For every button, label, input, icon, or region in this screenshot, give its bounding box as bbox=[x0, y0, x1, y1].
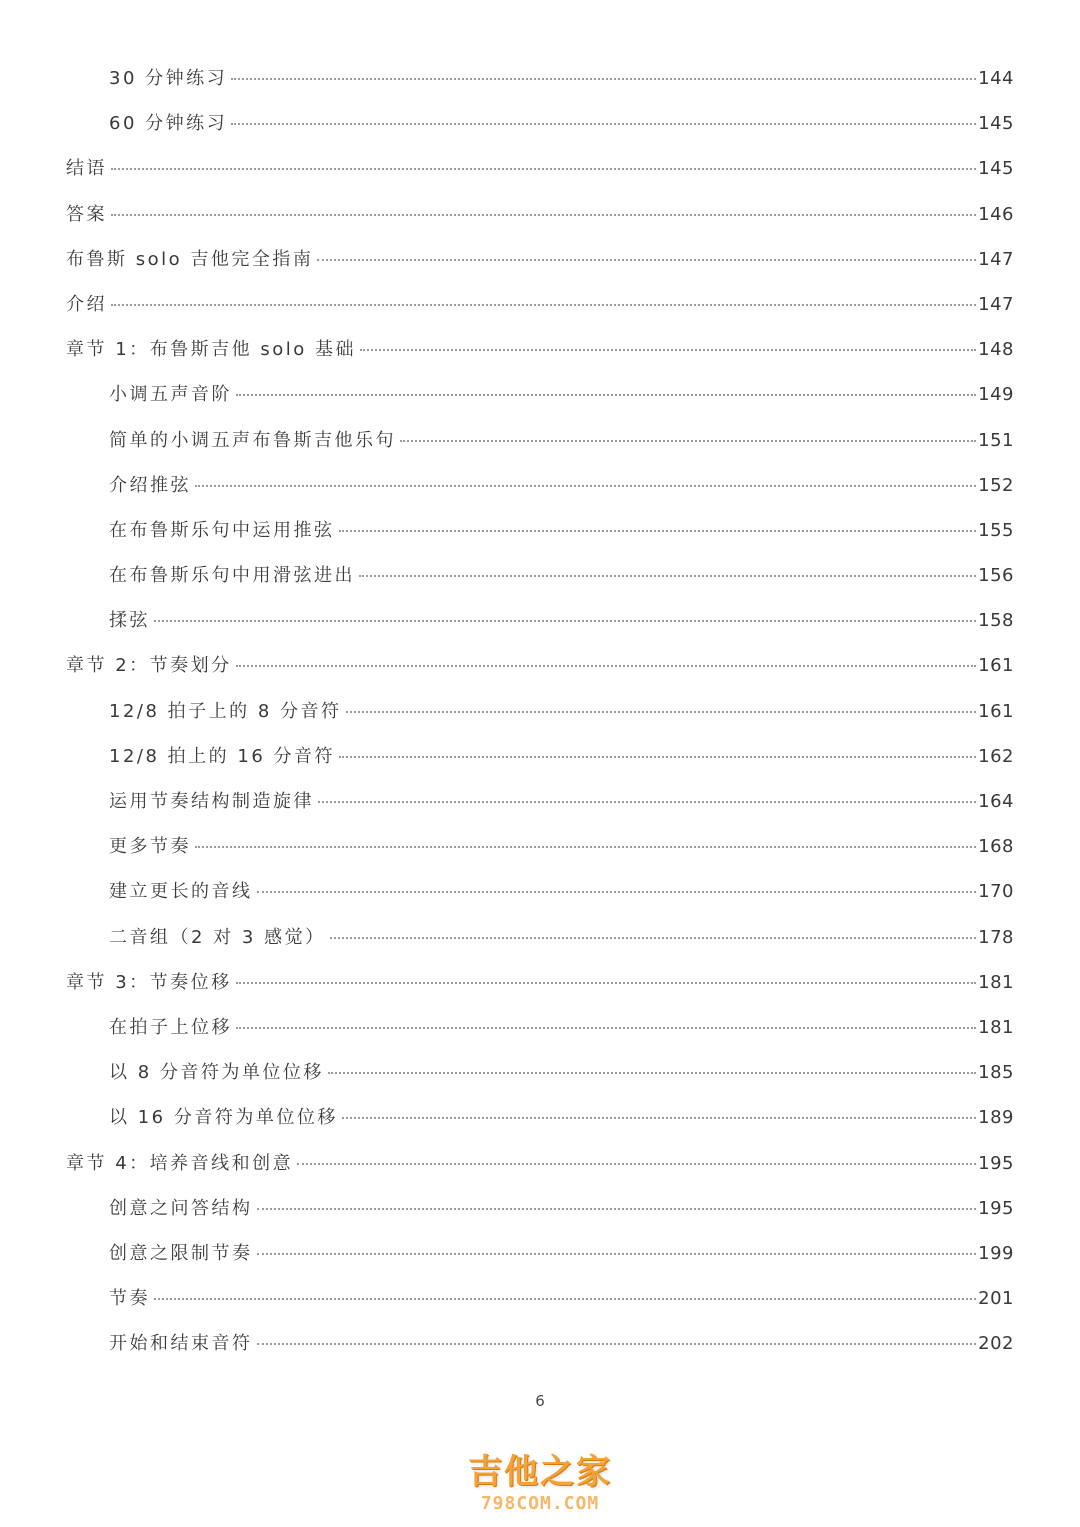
toc-entry-title: 建立更长的音线 bbox=[109, 881, 253, 903]
toc-entry[interactable] bbox=[66, 241, 1014, 286]
toc-entry-title: 介绍推弦 bbox=[109, 474, 191, 496]
toc-entry-page: 145 bbox=[978, 158, 1014, 180]
toc-entry[interactable] bbox=[66, 919, 1014, 964]
toc-entry[interactable] bbox=[66, 467, 1014, 512]
toc-entry-page: 161 bbox=[978, 655, 1014, 677]
toc-entry[interactable] bbox=[66, 376, 1014, 421]
toc-entry[interactable] bbox=[66, 1190, 1014, 1235]
toc-entry-title: 开始和结束音符 bbox=[109, 1333, 253, 1355]
toc-dot-leader bbox=[330, 937, 977, 939]
toc-entry[interactable] bbox=[66, 1235, 1014, 1280]
toc-entry-title: 创意之限制节奏 bbox=[109, 1242, 253, 1264]
toc-entry-title: 揉弦 bbox=[109, 610, 150, 632]
toc-entry[interactable] bbox=[66, 512, 1014, 557]
toc-dot-leader bbox=[360, 349, 976, 351]
watermark-title: 吉他之家 bbox=[468, 1452, 612, 1492]
toc-entry-title: 在拍子上位移 bbox=[109, 1016, 232, 1038]
toc-entry-title: 章节 1：布鲁斯吉他 solo 基础 bbox=[66, 339, 357, 361]
toc-entry-title: 更多节奏 bbox=[109, 836, 191, 858]
watermark-subtitle: 798COM.COM bbox=[480, 1493, 600, 1514]
toc-entry-page: 161 bbox=[978, 700, 1014, 722]
toc-dot-leader bbox=[317, 259, 976, 261]
page-number: 6 bbox=[535, 1392, 545, 1410]
toc-entry-title: 章节 4：培养音线和创意 bbox=[66, 1152, 294, 1174]
toc-entry-title: 60 分钟练习 bbox=[109, 113, 228, 135]
toc-entry[interactable] bbox=[66, 873, 1014, 918]
toc-entry-page: 149 bbox=[978, 384, 1014, 406]
toc-entry-title: 介绍 bbox=[66, 293, 107, 315]
toc-entry-title: 章节 3：节奏位移 bbox=[66, 971, 232, 993]
toc-dot-leader bbox=[111, 214, 976, 216]
toc-dot-leader bbox=[257, 891, 977, 893]
toc-entry-title: 二音组（2 对 3 感觉） bbox=[109, 926, 326, 948]
toc-entry-title: 以 16 分音符为单位位移 bbox=[109, 1107, 338, 1129]
toc-entry[interactable] bbox=[66, 60, 1014, 105]
toc-entry[interactable] bbox=[66, 1145, 1014, 1190]
toc-dot-leader bbox=[318, 801, 976, 803]
toc-entry[interactable] bbox=[66, 828, 1014, 873]
toc-entry-page: 189 bbox=[978, 1107, 1014, 1129]
toc-entry-page: 164 bbox=[978, 791, 1014, 812]
toc-entry[interactable] bbox=[66, 964, 1014, 1009]
toc-entry[interactable] bbox=[66, 1325, 1014, 1370]
toc-entry[interactable] bbox=[66, 557, 1014, 602]
toc-entry-page: 148 bbox=[978, 339, 1014, 361]
toc-entry-title: 布鲁斯 solo 吉他完全指南 bbox=[66, 248, 314, 270]
toc-entry-page: 178 bbox=[978, 926, 1014, 948]
toc-entry-page: 147 bbox=[978, 293, 1014, 315]
toc-dot-leader bbox=[236, 665, 976, 667]
toc-entry-page: 147 bbox=[978, 248, 1014, 270]
toc-dot-leader bbox=[359, 575, 976, 577]
toc-dot-leader bbox=[339, 530, 977, 532]
toc-entry-title: 答案 bbox=[66, 203, 107, 225]
toc-dot-leader bbox=[328, 1072, 976, 1074]
toc-dot-leader bbox=[236, 394, 976, 396]
toc-entry-page: 168 bbox=[978, 836, 1014, 858]
toc-dot-leader bbox=[400, 440, 976, 442]
toc-dot-leader bbox=[231, 78, 976, 80]
toc-entry[interactable] bbox=[66, 738, 1014, 783]
toc-entry[interactable] bbox=[66, 602, 1014, 647]
toc-entry[interactable] bbox=[66, 1099, 1014, 1144]
toc-entry[interactable] bbox=[66, 150, 1014, 195]
toc-entry-page: 181 bbox=[978, 1016, 1014, 1038]
toc-entry-page: 144 bbox=[978, 68, 1014, 89]
toc-entry-title: 12/8 拍子上的 8 分音符 bbox=[109, 700, 342, 722]
toc-entry-title: 小调五声音阶 bbox=[109, 384, 232, 406]
toc-entry[interactable] bbox=[66, 331, 1014, 376]
toc-entry-page: 162 bbox=[978, 745, 1014, 767]
toc-entry-page: 158 bbox=[978, 610, 1014, 632]
toc-dot-leader bbox=[297, 1163, 976, 1165]
table-of-contents bbox=[66, 60, 1014, 1370]
toc-entry[interactable] bbox=[66, 693, 1014, 738]
toc-entry-page: 195 bbox=[978, 1152, 1014, 1174]
toc-entry-page: 170 bbox=[978, 881, 1014, 903]
toc-entry-page: 152 bbox=[978, 474, 1014, 496]
toc-entry[interactable] bbox=[66, 422, 1014, 467]
toc-entry-page: 146 bbox=[978, 203, 1014, 225]
toc-dot-leader bbox=[111, 304, 976, 306]
toc-dot-leader bbox=[111, 168, 976, 170]
toc-dot-leader bbox=[195, 485, 976, 487]
toc-entry-title: 简单的小调五声布鲁斯吉他乐句 bbox=[109, 429, 396, 451]
toc-entry-page: 202 bbox=[978, 1333, 1014, 1355]
toc-entry[interactable] bbox=[66, 105, 1014, 150]
toc-entry-page: 185 bbox=[978, 1062, 1014, 1084]
toc-entry[interactable] bbox=[66, 647, 1014, 692]
toc-dot-leader bbox=[257, 1208, 977, 1210]
toc-dot-leader bbox=[346, 711, 977, 713]
toc-dot-leader bbox=[236, 1027, 976, 1029]
toc-entry-title: 在布鲁斯乐句中运用推弦 bbox=[109, 519, 335, 541]
toc-dot-leader bbox=[154, 620, 976, 622]
toc-entry-title: 运用节奏结构制造旋律 bbox=[109, 791, 314, 812]
toc-entry[interactable] bbox=[66, 783, 1014, 828]
toc-dot-leader bbox=[195, 846, 976, 848]
toc-entry-title: 章节 2：节奏划分 bbox=[66, 655, 232, 677]
toc-entry[interactable] bbox=[66, 1054, 1014, 1099]
toc-dot-leader bbox=[257, 1253, 977, 1255]
toc-entry-page: 151 bbox=[978, 429, 1014, 451]
toc-dot-leader bbox=[231, 123, 976, 125]
toc-entry-page: 201 bbox=[978, 1288, 1014, 1310]
toc-dot-leader bbox=[342, 1117, 976, 1119]
toc-entry[interactable] bbox=[66, 1280, 1014, 1325]
toc-entry-page: 155 bbox=[978, 519, 1014, 541]
toc-entry-page: 145 bbox=[978, 113, 1014, 135]
toc-entry-page: 181 bbox=[978, 971, 1014, 993]
toc-entry-title: 以 8 分音符为单位位移 bbox=[109, 1062, 324, 1084]
toc-entry-title: 在布鲁斯乐句中用滑弦进出 bbox=[109, 565, 355, 587]
toc-dot-leader bbox=[257, 1343, 977, 1345]
site-watermark-logo bbox=[440, 1452, 640, 1516]
toc-entry-page: 156 bbox=[978, 565, 1014, 587]
toc-entry[interactable] bbox=[66, 1009, 1014, 1054]
toc-entry-title: 结语 bbox=[66, 158, 107, 180]
toc-entry-page: 199 bbox=[978, 1242, 1014, 1264]
toc-entry-title: 节奏 bbox=[109, 1288, 150, 1310]
toc-dot-leader bbox=[154, 1298, 976, 1300]
toc-entry-title: 30 分钟练习 bbox=[109, 68, 228, 89]
toc-entry-title: 创意之问答结构 bbox=[109, 1197, 253, 1219]
toc-entry[interactable] bbox=[66, 286, 1014, 331]
toc-entry[interactable] bbox=[66, 196, 1014, 241]
toc-entry-page: 195 bbox=[978, 1197, 1014, 1219]
toc-dot-leader bbox=[236, 982, 976, 984]
toc-entry-title: 12/8 拍上的 16 分音符 bbox=[109, 745, 335, 767]
toc-dot-leader bbox=[339, 756, 976, 758]
